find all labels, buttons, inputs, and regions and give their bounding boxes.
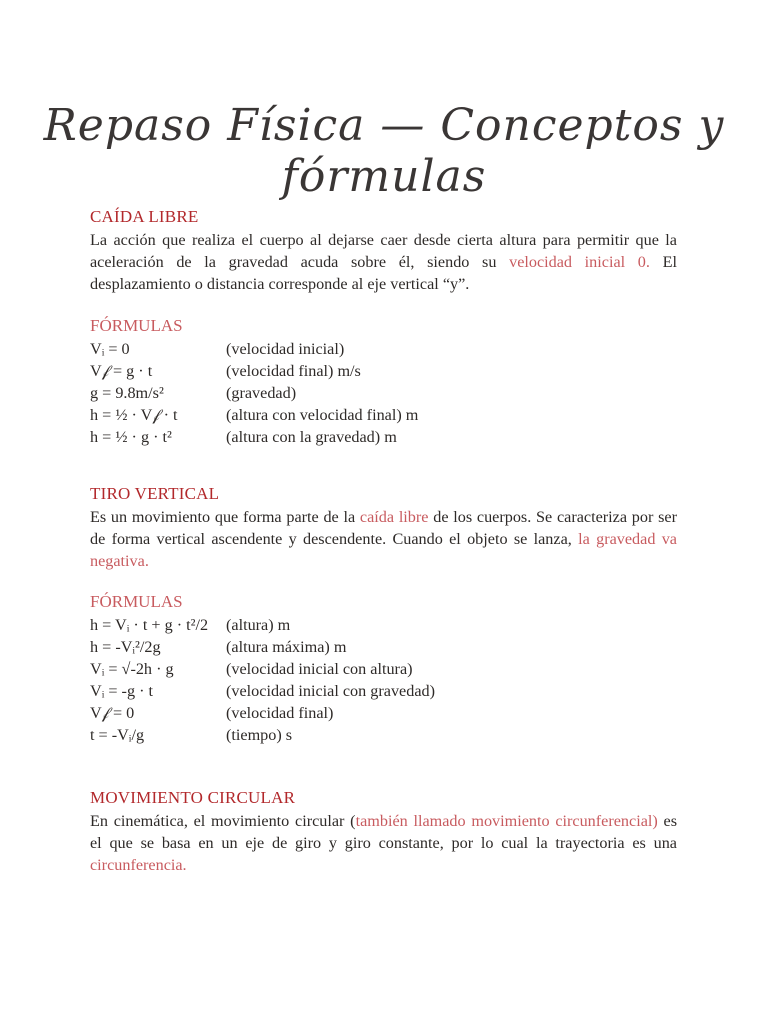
highlight-text: circunferencia. [90,856,187,874]
section-heading-caida-libre: CAÍDA LIBRE [90,207,199,226]
formula: h = ½ · V𝒻 · t [90,406,178,424]
formula-label: (altura) m [226,616,291,634]
formula-label: (velocidad inicial) [226,340,345,358]
formulas-heading: FÓRMULAS [90,592,183,611]
paragraph-text: La acción que realiza el cuerpo al dejarse caer desde cierta altura para permitir que la aceleración de la gravedad acuda sobre él, siendo su [90,231,677,271]
formulas-heading: FÓRMULAS [90,316,183,335]
section-heading-movimiento-circular: MOVIMIENTO CIRCULAR [90,788,296,807]
formula-label: (velocidad final) [226,704,334,722]
paragraph-text: de los cuerpos. Se caracteriza por ser de forma vertical ascendente y descendente. Cuando el objeto se lanza, [90,508,677,548]
paragraph-tiro-vertical [90,506,677,572]
highlight-text: también llamado movimiento circunferencial) [355,812,658,830]
formula: V𝒻 = g · t [90,362,153,380]
formula: t = -Vᵢ/g [90,726,145,744]
formula: g = 9.8m/s² [90,384,164,402]
formula-label: (altura con la gravedad) m [226,428,397,446]
highlight-text: velocidad inicial 0. [509,253,650,271]
formula-label: (altura máxima) m [226,638,347,656]
paragraph-text: Es un movimiento que forma parte de la [90,508,360,526]
highlight-text: caída libre [359,508,429,526]
formula-label: (gravedad) [226,384,297,402]
formula: h = Vᵢ · t + g · t²/2 [90,616,209,634]
formula: Vᵢ = -g · t [90,682,154,700]
formula-label: (tiempo) s [226,726,293,744]
paragraph-movimiento-circular [90,810,677,876]
formula: Vᵢ = 0 [90,340,130,358]
formula-label: (velocidad final) m/s [226,362,361,380]
formula-label: (velocidad inicial con altura) [226,660,413,678]
highlight-text: la gravedad va negativa. [90,530,677,570]
formula-label: (altura con velocidad final) m [226,406,419,424]
paragraph-text: El desplazamiento o distancia corresponde al eje vertical “y”. [90,253,677,293]
formula: h = ½ · g · t² [90,428,172,446]
paragraph-text: En cinemática, el movimiento circular ( [90,812,356,830]
formula: Vᵢ = √-2h · g [90,660,174,678]
formula: h = -Vᵢ²/2g [90,638,161,656]
formula: V𝒻 = 0 [90,704,135,722]
paragraph-caida-libre [90,229,677,295]
section-heading-tiro-vertical: TIRO VERTICAL [90,484,220,503]
paragraph-text: es el que se basa en un eje de giro y giro constante, por lo cual la trayectoria es una [90,812,678,852]
formula-label: (velocidad inicial con gravedad) [226,682,435,700]
page-title: Repaso Física — Conceptos y fórmulas [43,100,725,202]
